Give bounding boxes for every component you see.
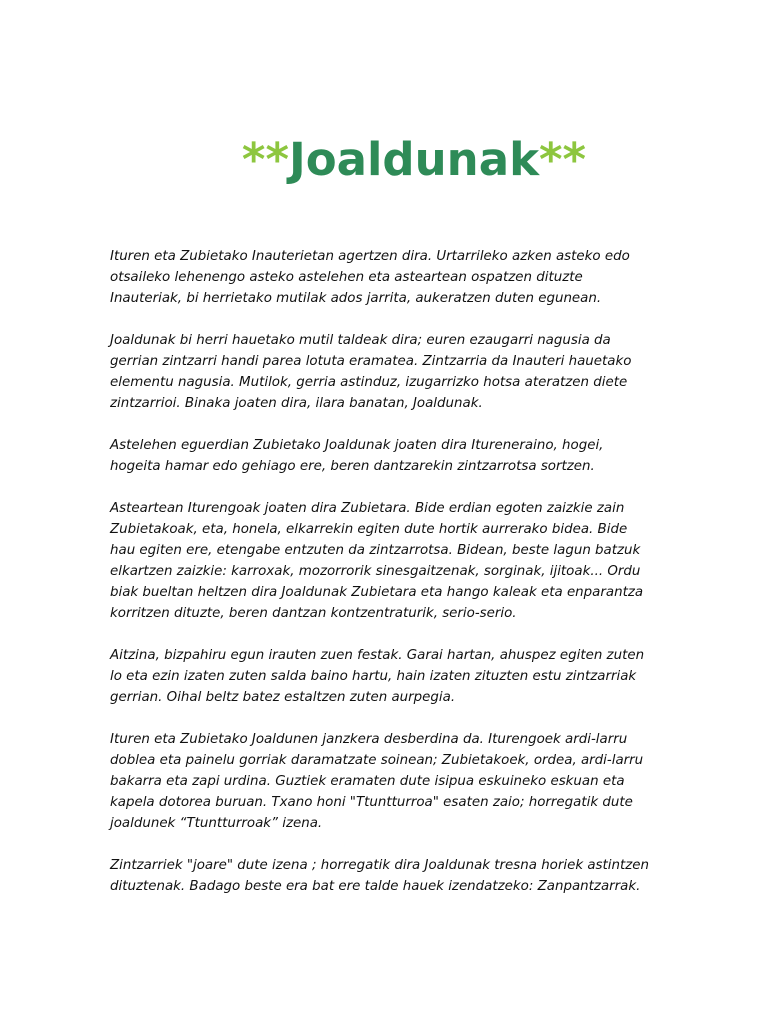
- document-body: [110, 246, 655, 918]
- paragraph-2: Joaldunak bi herri hauetako mutil taldeak dira; euren ezaugarri nagusia da gerrian zintzarri handi parea lotuta eramatea. Zintzarria da Inauteri hauetako elementu nagusia. Mutilok, gerria astinduz, izugarrizko hotsa ateratzen diete zintzarrioi. Binaka joaten dira, ilara banatan, Joaldunak.: [110, 333, 632, 411]
- paragraph-5: Aitzina, bizpahiru egun irauten zuen festak. Garai hartan, ahuspez egiten zuten lo eta ezin izaten zuten salda baino hartu, hain izaten zituzten estu zintzarriak gerrian. Oihal beltz batez estaltzen zuten aurpegia.: [110, 648, 645, 705]
- title-suffix: **: [539, 133, 587, 186]
- paragraph-7: Zintzarriek "joare" dute izena ; horregatik dira Joaldunak tresna horiek astintzen dituztenak. Badago beste era bat ere talde hauek izendatzeko: Zanpantzarrak.: [110, 858, 649, 894]
- paragraph-1: Ituren eta Zubietako Inauterietan agertzen dira. Urtarrileko azken asteko edo otsaileko lehenengo asteko astelehen eta asteartean ospatzen dituzte Inauteriak, bi herrietako mutilak ados jarrita, aukeratzen duten egunean.: [110, 249, 630, 306]
- title-word: Joaldunak: [288, 133, 540, 186]
- title-prefix: **: [241, 133, 289, 186]
- document-title: [0, 130, 768, 190]
- paragraph-3: Astelehen eguerdian Zubietako Joaldunak joaten dira Itureneraino, hogei, hogeita hamar edo gehiago ere, beren dantzarekin zintzarrotsa sortzen.: [110, 438, 604, 474]
- paragraph-4: Asteartean Iturengoak joaten dira Zubietara. Bide erdian egoten zaizkie zain Zubietakoak, eta, honela, elkarrekin egiten dute hortik aurrerako bidea. Bide hau egiten ere, etengabe entzuten da zintzarrotsa. Bidean, beste lagun batzuk elkartzen zaizkie: karroxak, mozorrorik sinesgaitzenak, sorginak, ijitoak... Ordu biak bueltan heltzen dira Joaldunak Zubietara eta hango kaleak eta enparantza korritzen dituzte, beren dantzan kontzentraturik, serio-serio.: [110, 501, 644, 621]
- paragraph-6: Ituren eta Zubietako Joaldunen janzkera desberdina da. Iturengoek ardi-larru doblea eta painelu gorriak daramatzate soinean; Zubietakoek, ordea, ardi-larru bakarra eta zapi urdina. Guztiek eramaten dute isipua eskuineko eskuan eta kapela dotorea buruan. Txano honi "Ttuntturroa" esaten zaio; horregatik dute joaldunek “Ttuntturroak” izena.: [110, 732, 644, 831]
